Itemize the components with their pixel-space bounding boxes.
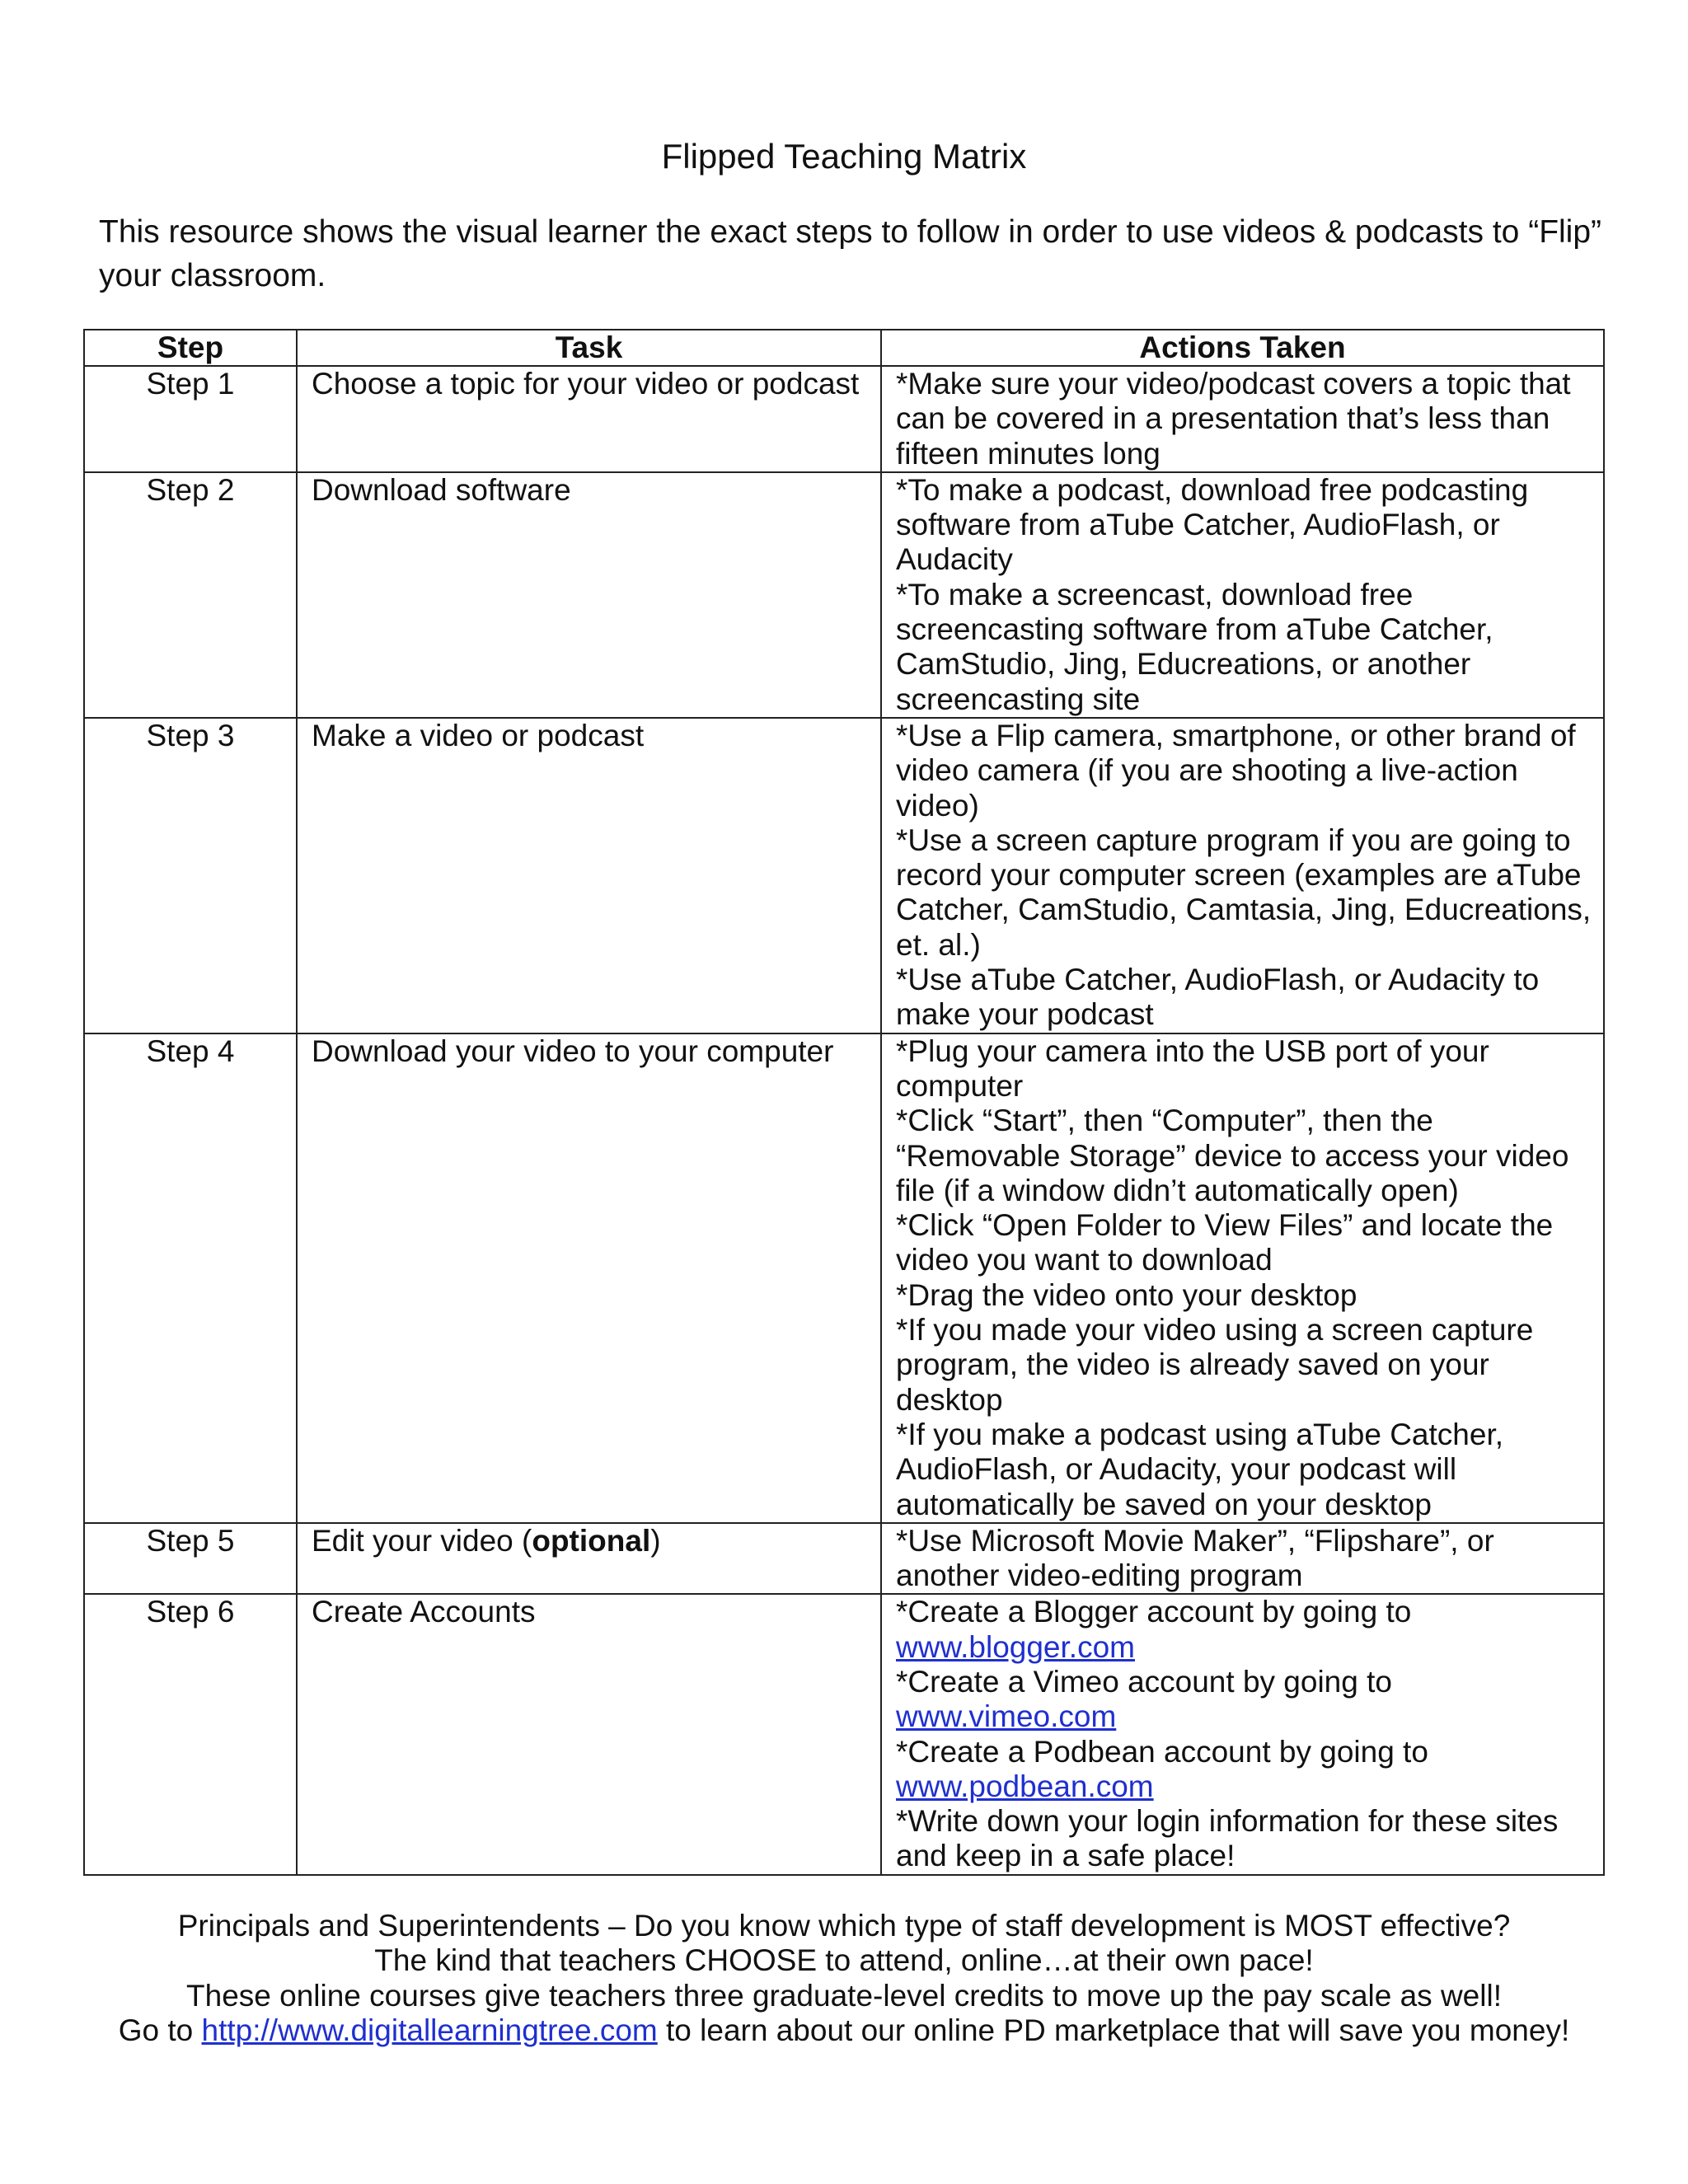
- table-row: [84, 366, 1604, 472]
- task-cell: Download your video to your computer: [297, 1033, 881, 1523]
- table-row: [84, 1033, 1604, 1523]
- action-text: *Make sure your video/podcast covers a topic that can be covered in a presentation that’s less than fifteen minutes long: [896, 367, 1571, 471]
- actions-cell: [881, 718, 1604, 1033]
- action-text: *Use aTube Catcher, AudioFlash, or Audacity to make your podcast: [896, 963, 1540, 1032]
- footer-note: [0, 1909, 1688, 2048]
- step-label: Step 6: [84, 1594, 297, 1874]
- vimeo-link[interactable]: www.vimeo.com: [896, 1699, 1117, 1734]
- page-title: Flipped Teaching Matrix: [661, 137, 1027, 176]
- action-text: *To make a screencast, download free screencasting software from aTube Catcher, CamStudio, Jing, Educreations, or another screencasting site: [896, 577, 1493, 716]
- table-row: [84, 1523, 1604, 1595]
- action-text: *Use a screen capture program if you are going to record your computer screen (examples are aTube Catcher, CamStudio, Camtasia, Jing, Educreations, et. al.): [896, 823, 1592, 962]
- header-step: Step: [84, 330, 297, 366]
- footer-text-end: to learn about our online PD marketplace that will save you money!: [657, 2013, 1570, 2047]
- action-text: *Create a Vimeo account by going to: [896, 1664, 1392, 1699]
- task-cell: Create Accounts: [297, 1594, 881, 1874]
- actions-cell: [881, 472, 1604, 718]
- steps-table: [83, 329, 1605, 1876]
- action-text: *Drag the video onto your desktop: [896, 1277, 1357, 1312]
- table-row: [84, 472, 1604, 718]
- step-label: Step 3: [84, 718, 297, 1033]
- podbean-link[interactable]: www.podbean.com: [896, 1769, 1154, 1803]
- actions-cell: [881, 366, 1604, 472]
- step-label: Step 4: [84, 1033, 297, 1523]
- footer-text: Go to: [118, 2013, 202, 2047]
- action-text: *If you made your video using a screen capture program, the video is already saved on your desktop: [896, 1313, 1534, 1417]
- footer-line-4: [0, 2013, 1688, 2048]
- footer-line-2: The kind that teachers CHOOSE to attend, online…at their own pace!: [374, 1943, 1314, 1978]
- action-text: *If you make a podcast using aTube Catcher, AudioFlash, or Audacity, your podcast will automatically be saved on your desktop: [896, 1417, 1504, 1521]
- task-text: Edit your video (: [312, 1523, 532, 1558]
- action-text: *Create a Blogger account by going to: [896, 1595, 1412, 1629]
- action-text: *Write down your login information for these sites and keep in a safe place!: [896, 1804, 1559, 1873]
- task-cell: [297, 1523, 881, 1595]
- intro-paragraph: This resource shows the visual learner the exact steps to follow in order to use videos & podcasts to “Flip” your classroom.: [99, 214, 1602, 293]
- header-task: Task: [297, 330, 881, 366]
- step-label: Step 5: [84, 1523, 297, 1595]
- action-text: *Click “Start”, then “Computer”, then the “Removable Storage” device to access your video file (if a window didn’t automatically open): [896, 1104, 1569, 1207]
- step-label: Step 1: [84, 366, 297, 472]
- action-text: *Click “Open Folder to View Files” and locate the video you want to download: [896, 1208, 1554, 1277]
- actions-cell: [881, 1594, 1604, 1874]
- digitallearningtree-link[interactable]: http://www.digitallearningtree.com: [201, 2013, 658, 2047]
- task-cell: Choose a topic for your video or podcast: [297, 366, 881, 472]
- action-text: *Create a Podbean account by going to: [896, 1734, 1428, 1769]
- task-cell: Make a video or podcast: [297, 718, 881, 1033]
- footer-line-1: Principals and Superintendents – Do you know which type of staff development is MOST effective?: [177, 1909, 1511, 1943]
- task-cell: Download software: [297, 472, 881, 718]
- task-text-end: ): [650, 1523, 661, 1558]
- header-actions: Actions Taken: [881, 330, 1604, 366]
- optional-label: optional: [532, 1523, 651, 1558]
- table-row: [84, 1594, 1604, 1874]
- blogger-link[interactable]: www.blogger.com: [896, 1629, 1135, 1664]
- footer-line-3: These online courses give teachers three graduate-level credits to move up the pay scale as well!: [186, 1978, 1502, 2013]
- step-label: Step 2: [84, 472, 297, 718]
- action-text: *To make a podcast, download free podcasting software from aTube Catcher, AudioFlash, or Audacity: [896, 472, 1529, 577]
- action-text: *Plug your camera into the USB port of your computer: [896, 1033, 1489, 1103]
- table-row: [84, 718, 1604, 1033]
- action-text: *Use Microsoft Movie Maker”, “Flipshare”, or another video-editing program: [896, 1523, 1494, 1593]
- actions-cell: [881, 1523, 1604, 1595]
- actions-cell: [881, 1033, 1604, 1523]
- action-text: *Use a Flip camera, smartphone, or other brand of video camera (if you are shooting a live-action video): [896, 718, 1576, 823]
- table-header-row: [84, 330, 1604, 366]
